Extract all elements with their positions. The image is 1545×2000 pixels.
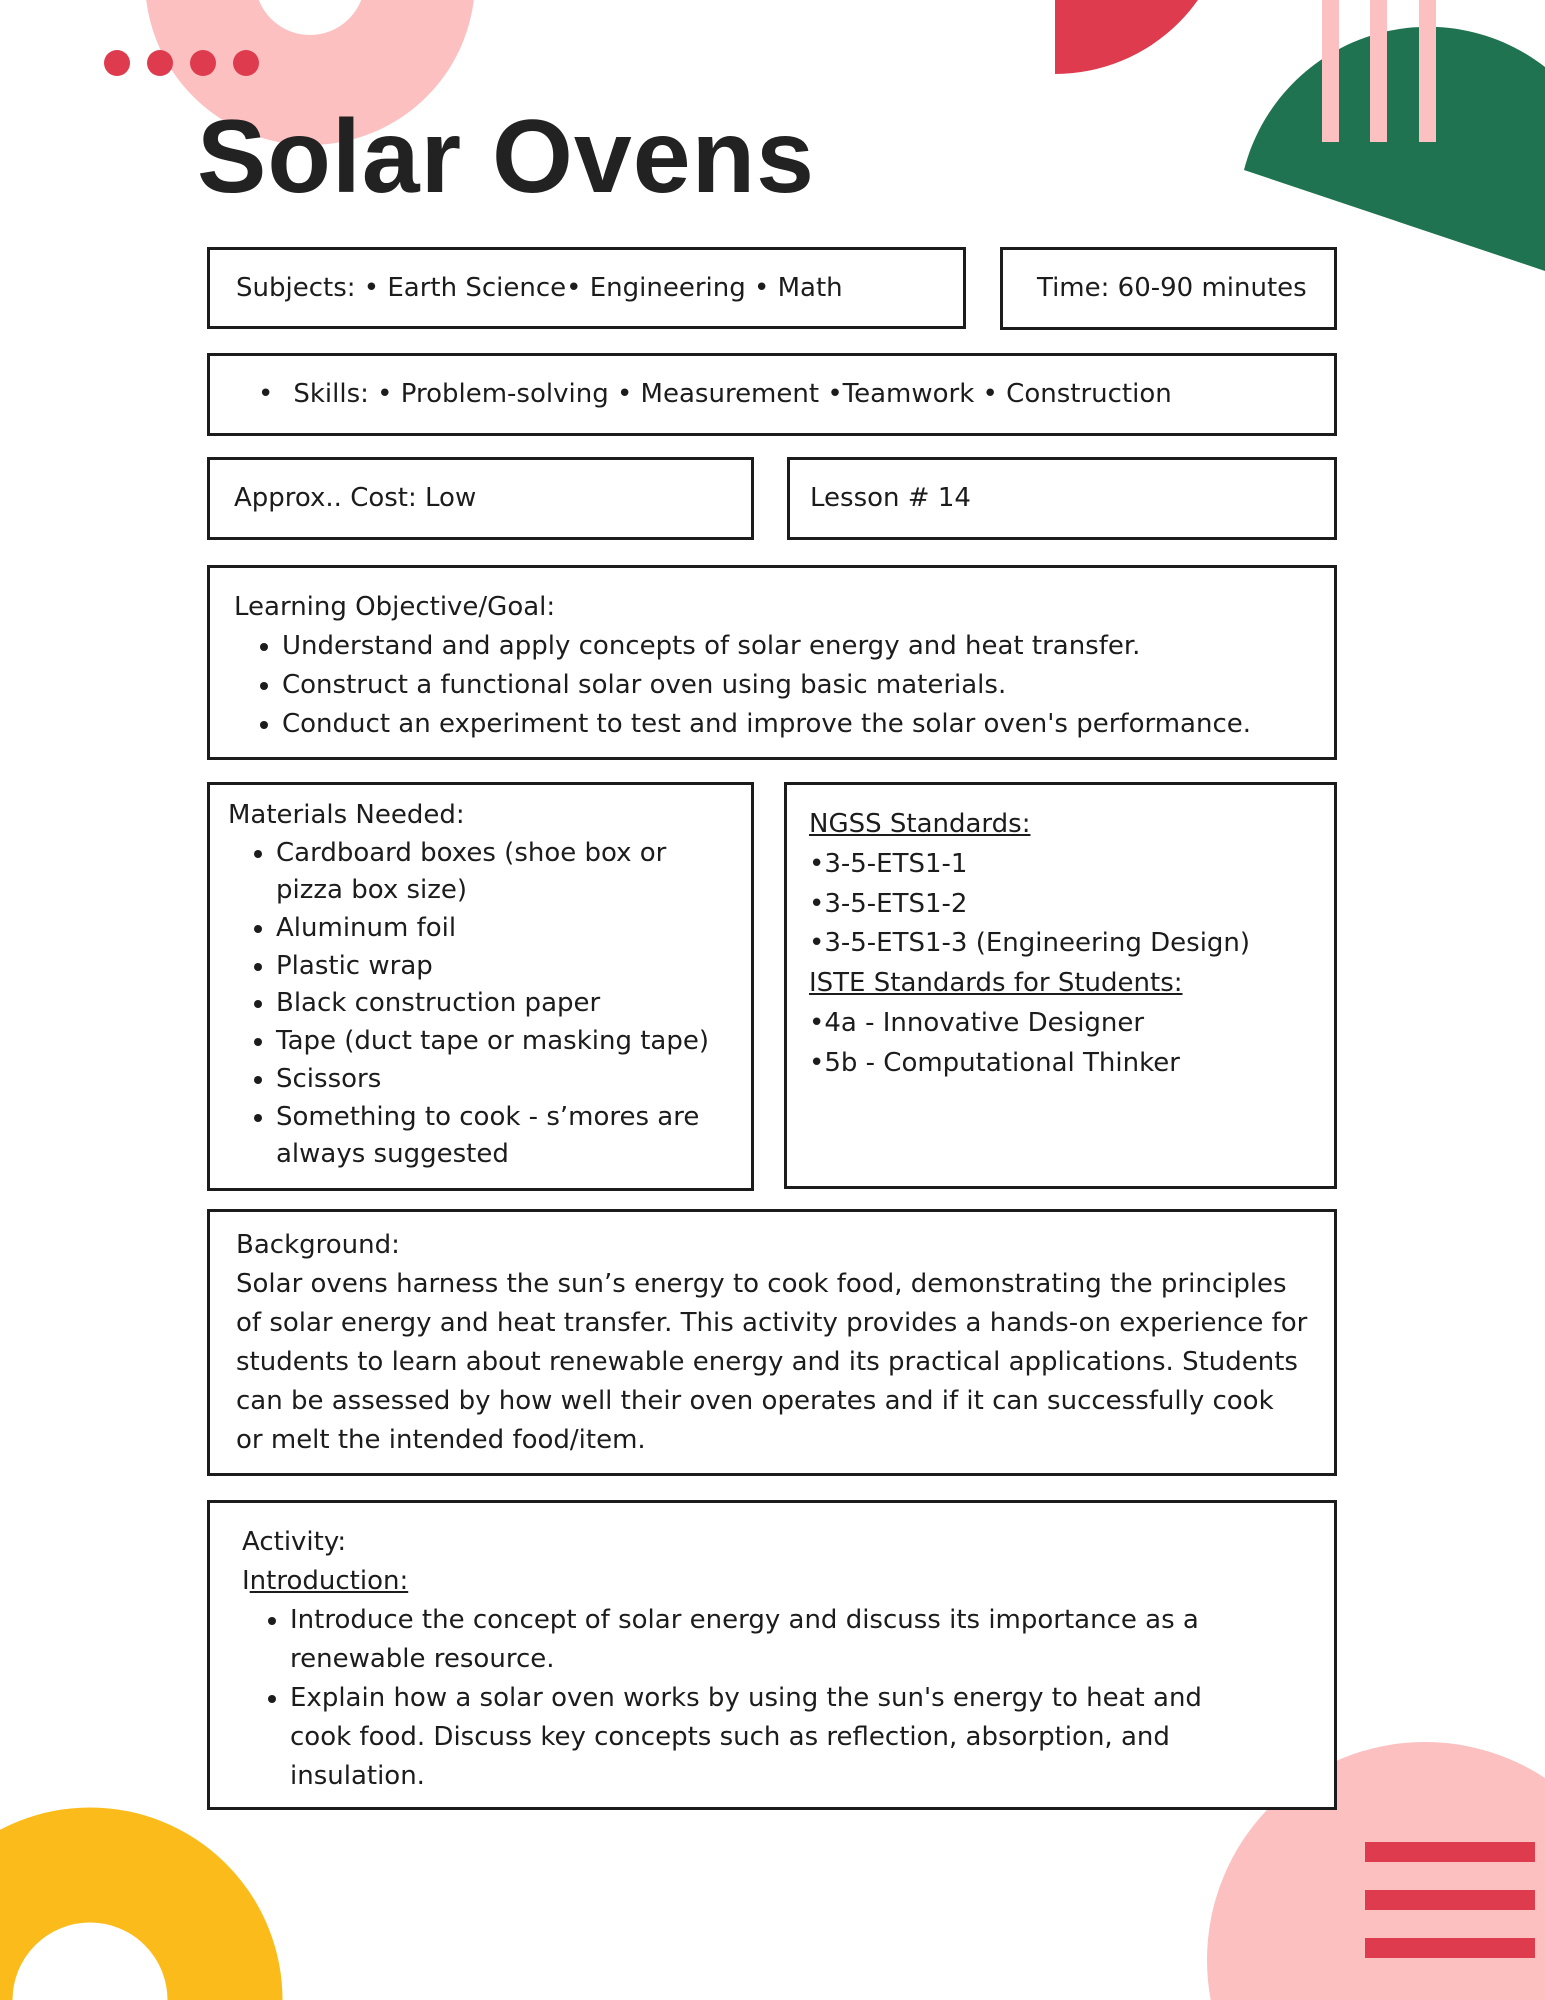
red-dot — [147, 50, 173, 76]
list-item: • Introduce the concept of solar energy and discuss its importance as a renewable resource. — [290, 1601, 1248, 1679]
list-item: • Aluminum foil — [276, 910, 731, 948]
standard-item: •3-5-ETS1-2 — [809, 888, 968, 919]
standard-item: •3-5-ETS1-3 (Engineering Design) — [809, 928, 1251, 959]
time-box — [1000, 247, 1337, 330]
list-item: • Understand and apply concepts of solar energy and heat transfer. — [282, 627, 1308, 666]
introduction-first-letter: I — [242, 1566, 250, 1596]
introduction-heading — [242, 1562, 1308, 1601]
cost-text: Approx.. Cost: Low — [234, 483, 477, 514]
standard-item: •4a - Innovative Designer — [809, 1007, 1145, 1038]
red-stripe — [1365, 1938, 1535, 1958]
list-item: • Cardboard boxes (shoe box or pizza box size) — [276, 835, 731, 910]
subjects-box — [207, 247, 966, 329]
iste-heading: ISTE Standards for Students: — [809, 968, 1183, 999]
list-item: • Something to cook - s’mores are always suggested — [276, 1099, 731, 1174]
objective-heading: Learning Objective/Goal: — [234, 592, 556, 622]
red-dot — [233, 50, 259, 76]
time-text: Time: 60-90 minutes — [1037, 273, 1307, 304]
list-item: • Explain how a solar oven works by using the sun's energy to heat and cook food. Discuss key concepts such as reflection, absorption, and insulation. — [290, 1679, 1248, 1796]
standard-item: •5b - Computational Thinker — [809, 1047, 1180, 1078]
background-heading: Background: — [236, 1230, 400, 1260]
list-item: • Black construction paper — [276, 985, 731, 1023]
subjects-text: Subjects: • Earth Science• Engineering • Math — [236, 272, 843, 303]
introduction-rest: ntroduction: — [249, 1566, 409, 1596]
background-box — [207, 1209, 1337, 1476]
pink-bar — [1419, 0, 1436, 142]
pink-ring-top-left — [200, 0, 420, 90]
materials-box — [207, 782, 754, 1191]
background-text: Solar ovens harness the sun’s energy to cook food, demonstrating the principles of solar energy and heat transfer. This activity provides a hands-on experience for students to learn about renewable energy and its practical applications. Students can be assessed by how well their oven operates and if it can successfully cook or melt the intended food/item. — [236, 1269, 1308, 1455]
green-half-circle — [1244, 27, 1545, 276]
standard-item: •3-5-ETS1-1 — [809, 848, 968, 879]
list-item: • Plastic wrap — [276, 948, 731, 986]
bullet-icon: • — [258, 379, 274, 410]
red-dot — [190, 50, 216, 76]
cost-box — [207, 457, 754, 540]
page-title: Solar Ovens — [197, 99, 815, 215]
activity-box — [207, 1500, 1337, 1810]
skills-text: Skills: • Problem-solving • Measurement •Teamwork • Construction — [293, 379, 1172, 410]
list-item: • Construct a functional solar oven using basic materials. — [282, 666, 1308, 705]
list-item: • Scissors — [276, 1061, 731, 1099]
skills-box — [207, 353, 1337, 436]
red-stripe — [1365, 1890, 1535, 1910]
red-stripe — [1365, 1842, 1535, 1862]
yellow-ring-bottom-left — [0, 1865, 225, 2000]
lesson-box — [787, 457, 1337, 540]
red-arc-top — [1055, 0, 1230, 74]
list-item: • Tape (duct tape or masking tape) — [276, 1023, 731, 1061]
standards-box — [784, 782, 1337, 1189]
lesson-text: Lesson # 14 — [810, 483, 971, 514]
red-dot — [104, 50, 130, 76]
pink-bar — [1370, 0, 1387, 142]
list-item: • Conduct an experiment to test and improve the solar oven's performance. — [282, 705, 1308, 744]
pink-bar — [1322, 0, 1339, 142]
materials-heading: Materials Needed: — [228, 800, 465, 830]
activity-heading: Activity: — [242, 1527, 347, 1557]
ngss-heading: NGSS Standards: — [809, 809, 1031, 839]
objective-box — [207, 565, 1337, 760]
